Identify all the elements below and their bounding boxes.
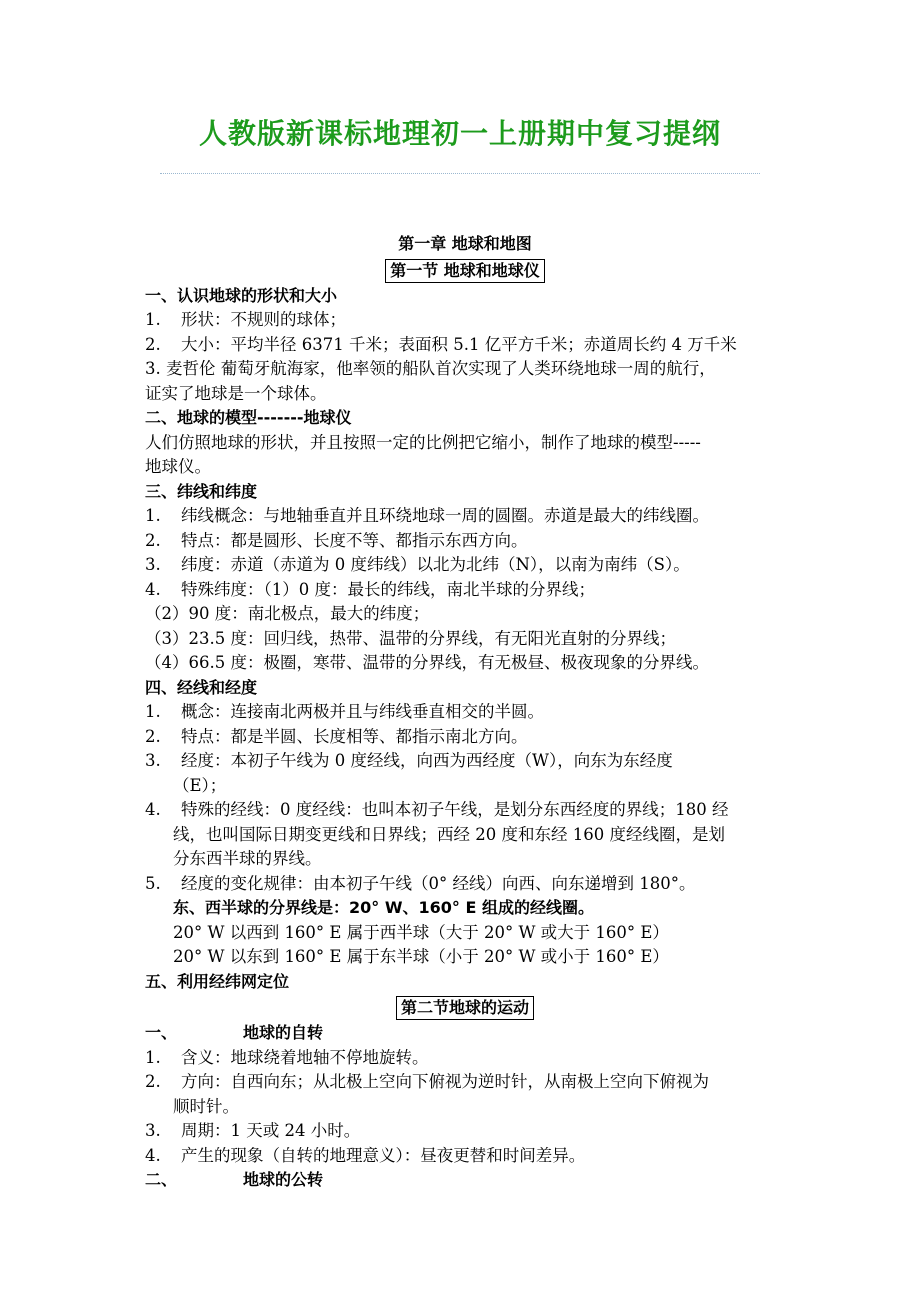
list-item-continuation: 分东西半球的界线。 (173, 849, 322, 868)
list-item: 2. 特点：都是圆形、长度不等、都指示东西方向。 (145, 530, 528, 550)
title-divider (160, 173, 760, 174)
list-item-continuation: 线，也叫国际日期变更线和日界线；西经 20 度和东经 160 度经线圈，是划 (173, 824, 725, 844)
list-item: 1. 形状：不规则的球体； (145, 310, 346, 329)
western-hemisphere-rule: 20° W 以西到 160° E 属于西半球（大于 20° W 或大于 160° E） (173, 922, 669, 942)
list-item: 1. 概念：连接南北两极并且与纬线垂直相交的半圆。 (145, 702, 544, 721)
list-item: 3. 周期：1 天或 24 小时。 (145, 1121, 361, 1140)
section-2-heading: 第二节地球的运动 (396, 996, 534, 1020)
list-item: 4. 产生的现象（自转的地理意义）：昼夜更替和时间差异。 (145, 1145, 586, 1165)
list-item: 4. 特殊的经线：0 度经线：也叫本初子午线，是划分东西经度的界线；180 经 (145, 800, 729, 819)
rotation-heading: 一、 地球的自转 (145, 1023, 324, 1042)
part-2-heading: 二、地球的模型-------地球仪 (145, 408, 352, 427)
eastern-hemisphere-rule: 20° W 以东到 160° E 属于东半球（小于 20° W 或小于 160° E） (173, 947, 669, 966)
list-item: 1. 含义：地球绕着地轴不停地旋转。 (145, 1047, 429, 1067)
section-1-heading-wrap (145, 257, 785, 284)
hemisphere-boundary: 东、西半球的分界线是：20° W、160° E 组成的经线圈。 (173, 898, 594, 917)
list-item: 2. 大小：平均半径 6371 千米；表面积 5.1 亿平方千米；赤道周长约 4 万千米 (145, 334, 737, 354)
part-4-heading: 四、经线和经度 (145, 677, 258, 697)
list-item: 3. 经度：本初子午线为 0 度经线，向西为西经度（W），向东为东经度 (145, 751, 673, 770)
list-item: 1. 纬线概念：与地轴垂直并且环绕地球一周的圆圈。赤道是最大的纬线圈。 (145, 506, 709, 525)
section-2-heading-wrap (145, 994, 785, 1021)
list-item: 4. 特殊纬度：（1）0 度：最长的纬线，南北半球的分界线； (145, 579, 595, 599)
paragraph-continuation: 地球仪。 (145, 457, 211, 476)
list-item: 5. 经度的变化规律：由本初子午线（0° 经线）向西、向东递增到 180°。 (145, 873, 696, 893)
chapter-heading: 第一章 地球和地图 (398, 234, 532, 253)
sub-item: （2）90 度：南北极点，最大的纬度； (145, 604, 430, 623)
list-item: 3. 麦哲伦 葡萄牙航海家，他率领的船队首次实现了人类环绕地球一周的航行， (145, 359, 716, 378)
list-item-continuation: （E）； (173, 775, 227, 795)
list-item: 2. 特点：都是半圆、长度相等、都指示南北方向。 (145, 726, 528, 746)
section-1-heading: 第一节 地球和地球仪 (385, 259, 545, 283)
list-item: 3. 纬度：赤道（赤道为 0 度纬线）以北为北纬（N），以南为南纬（S）。 (145, 555, 690, 574)
document-title: 人教版新课标地理初一上册期中复习提纲 (198, 117, 721, 150)
list-item-continuation: 顺时针。 (173, 1096, 239, 1116)
sub-item: （3）23.5 度：回归线，热带、温带的分界线，有无阳光直射的分界线； (145, 628, 676, 648)
part-5-heading: 五、利用经纬网定位 (145, 971, 290, 991)
sub-item: （4）66.5 度：极圈，寒带、温带的分界线，有无极昼、极夜现象的分界线。 (145, 653, 709, 672)
part-1-heading: 一、认识地球的形状和大小 (145, 285, 338, 305)
list-item-continuation: 证实了地球是一个球体。 (145, 383, 327, 403)
part-3-heading: 三、纬线和纬度 (145, 481, 258, 501)
revolution-heading: 二、 地球的公转 (145, 1170, 324, 1189)
paragraph: 人们仿照地球的形状，并且按照一定的比例把它缩小，制作了地球的模型----- (145, 432, 701, 452)
document-body (145, 232, 785, 1193)
list-item: 2. 方向：自西向东；从北极上空向下俯视为逆时针，从南极上空向下俯视为 (145, 1072, 709, 1091)
